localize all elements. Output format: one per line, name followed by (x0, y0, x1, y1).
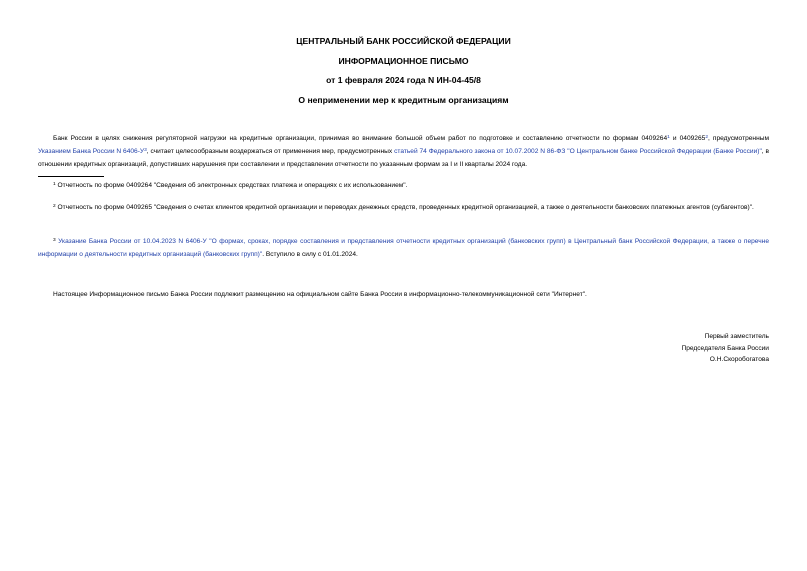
footnote-ref-3[interactable]: 3 (144, 148, 147, 154)
footnote-1: $^1$ Отчетность по форме 0409264 "Сведения об электронных средствах платежа и операциях с их использованием". (53, 182, 408, 189)
footnote-mark-1: 1 (53, 182, 56, 187)
footnote-ref-2[interactable]: 2 (705, 135, 708, 140)
footnote-2: $^2$ Отчетность по форме 0409265 "Сведения о счетах клиентов кредитной организации и переводах денежных средств, проведенных кредитной организацией, а также о деятельности банковских платежных агентов (субагентов)". (53, 204, 754, 211)
link-ukazanie-6406u[interactable]: Указанием Банка России N 6406-У (38, 148, 145, 156)
link-article-74-law-86fz[interactable]: статьей 74 Федерального закона от 10.07.2002 N 86-ФЗ "О Центральном банке Российской Федерации (Банке России)" (394, 148, 762, 156)
document-type: ИНФОРМАЦИОННОЕ ПИСЬМО (338, 56, 469, 66)
document-subject: О неприменении мер к кредитным организациям (298, 95, 509, 105)
closing-paragraph: Настоящее Информационное письмо Банка России подлежит размещению на официальном сайте Банка России в информационно-телекоммуникационной сети "Интернет". (53, 291, 587, 298)
signature-block (681, 331, 769, 366)
footnote-3: $^3$ Указание Банка России от 10.04.2023 N 6406-У "О формах, сроках, порядке составления и представления отчетности кредитных организаций (банковских групп) в Центральный банк Российской Федерации, а также о перечне информации о деятельности кредитных организаций (банковских групп)". Вступило в силу с 01.01.2024. (38, 238, 769, 259)
signatory-position-org: Председателя Банка России (681, 344, 769, 352)
footnote-ref-1[interactable]: 1 (667, 135, 670, 140)
main-paragraph: Банк России в целях снижения регуляторной нагрузки на кредитные организации, принимая во внимание большой объем работ по подготовке и составлению отчетности по формам 0409264$^1$ и 0409265$^2$, предусмотренным Указанием Банка России N $6406-У^3$, считает целесообразным воздержаться от применения мер, предусмотренных статьей 74 Федерального закона от 10.07.2002 N 86-ФЗ "О Центральном банке Российской Федерации (Банке России)", в отношении кредитных организаций, допустивших нарушения при составлении и представлении отчетности по указанным формам за I и II кварталы 2024 года. (38, 135, 770, 169)
footnote-mark-2: 2 (53, 204, 56, 209)
link-ukazanie-6406u-full[interactable]: Указание Банка России от 10.04.2023 N 6406-У "О формах, сроках, порядке составления и представления отчетности кредитных организаций (банковских групп) в Центральный банк Российской Федерации, а также о перечне информации о деятельности кредитных организаций (банковских групп)" (38, 238, 769, 259)
signatory-position: Первый заместитель (704, 333, 769, 340)
footnote-divider (38, 176, 104, 177)
document-date-number: от 1 февраля 2024 года N ИН-04-45/8 (326, 75, 481, 85)
signatory-name: О.Н.Скоробогатова (709, 356, 769, 364)
issuer-title: ЦЕНТРАЛЬНЫЙ БАНК РОССИЙСКОЙ ФЕДЕРАЦИИ (296, 36, 511, 46)
footnote-mark-3: 3 (53, 238, 56, 243)
